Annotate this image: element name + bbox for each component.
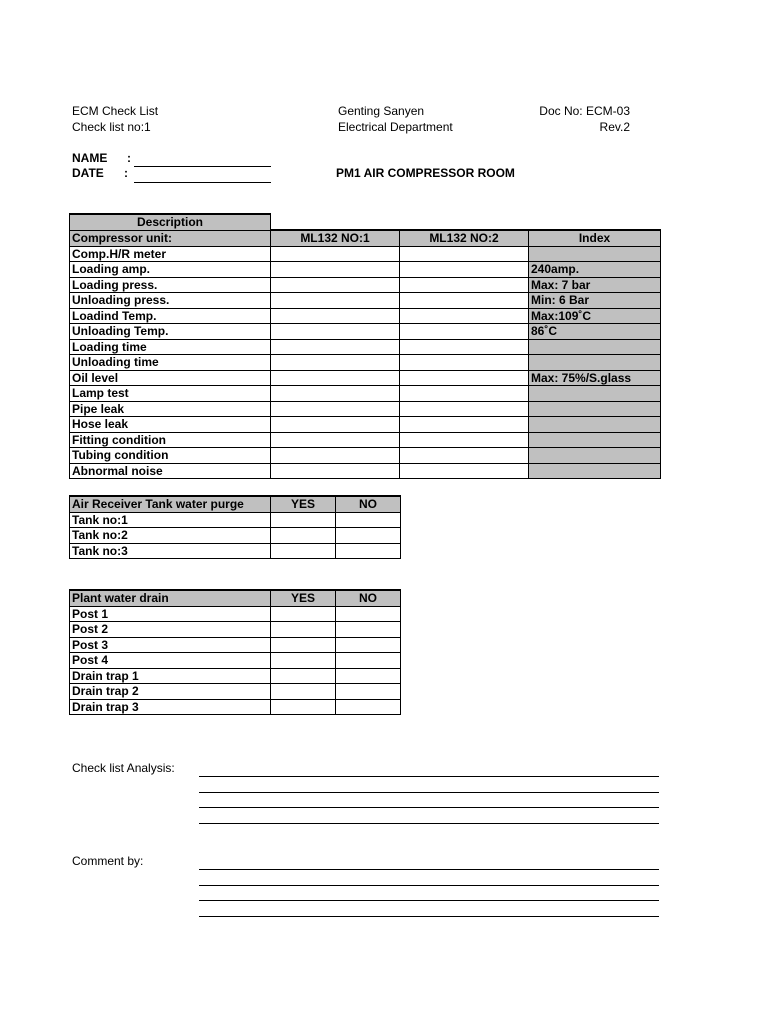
ml132-no2-cell[interactable] xyxy=(400,463,529,479)
date-field[interactable] xyxy=(134,182,271,183)
ml132-no2-cell[interactable] xyxy=(400,432,529,448)
drain-no-cell[interactable] xyxy=(336,684,401,700)
tank-yes-cell[interactable] xyxy=(271,528,336,544)
drain-no-cell[interactable] xyxy=(336,637,401,653)
drain-row xyxy=(70,637,401,653)
tank-item-label: Tank no:3 xyxy=(70,543,271,559)
compressor-item-label: Fitting condition xyxy=(70,432,271,448)
index-cell xyxy=(529,339,661,355)
ml132-no1-cell[interactable] xyxy=(271,324,400,340)
ml132-no1-cell[interactable] xyxy=(271,417,400,433)
ml132-no1-cell[interactable] xyxy=(271,293,400,309)
name-field[interactable] xyxy=(134,166,271,167)
drain-yes-cell[interactable] xyxy=(271,684,336,700)
compressor-row xyxy=(70,370,661,386)
compressor-row xyxy=(70,246,661,262)
ml132-no2-cell[interactable] xyxy=(400,308,529,324)
compressor-item-label: Comp.H/R meter xyxy=(70,246,271,262)
compressor-row xyxy=(70,386,661,402)
analysis-label: Check list Analysis: xyxy=(72,761,175,775)
tank-row xyxy=(70,512,401,528)
comment-line-3[interactable] xyxy=(199,900,659,901)
tank-item-label: Tank no:1 xyxy=(70,512,271,528)
col-drain-no: NO xyxy=(336,590,401,606)
analysis-line-3[interactable] xyxy=(199,807,659,808)
drain-item-label: Post 4 xyxy=(70,653,271,669)
compressor-row xyxy=(70,401,661,417)
compressor-row xyxy=(70,448,661,464)
tank-no-cell[interactable] xyxy=(336,512,401,528)
description-header: Description xyxy=(70,214,271,230)
comment-line-1[interactable] xyxy=(199,869,659,870)
ml132-no2-cell[interactable] xyxy=(400,293,529,309)
drain-row xyxy=(70,622,401,638)
date-colon: : xyxy=(124,166,128,180)
compressor-item-label: Loadind Temp. xyxy=(70,308,271,324)
ml132-no2-cell[interactable] xyxy=(400,246,529,262)
index-cell: Max: 7 bar xyxy=(529,277,661,293)
compressor-item-label: Oil level xyxy=(70,370,271,386)
col-index: Index xyxy=(529,230,661,246)
ml132-no1-cell[interactable] xyxy=(271,308,400,324)
ml132-no1-cell[interactable] xyxy=(271,370,400,386)
compressor-item-label: Tubing condition xyxy=(70,448,271,464)
plant-drain-table xyxy=(69,589,401,715)
col-tank-purge: Air Receiver Tank water purge xyxy=(70,496,271,512)
index-cell xyxy=(529,401,661,417)
compressor-row xyxy=(70,339,661,355)
drain-yes-cell[interactable] xyxy=(271,622,336,638)
drain-no-cell[interactable] xyxy=(336,653,401,669)
compressor-row xyxy=(70,308,661,324)
tank-purge-table xyxy=(69,495,401,559)
tank-yes-cell[interactable] xyxy=(271,512,336,528)
ml132-no1-cell[interactable] xyxy=(271,386,400,402)
index-cell xyxy=(529,448,661,464)
comment-line-2[interactable] xyxy=(199,885,659,886)
drain-row xyxy=(70,699,401,715)
compressor-row xyxy=(70,277,661,293)
ml132-no2-cell[interactable] xyxy=(400,417,529,433)
revision: Rev.2 xyxy=(599,120,630,134)
drain-no-cell[interactable] xyxy=(336,699,401,715)
compressor-item-label: Pipe leak xyxy=(70,401,271,417)
drain-item-label: Post 1 xyxy=(70,606,271,622)
date-label: DATE xyxy=(72,166,104,180)
index-cell xyxy=(529,432,661,448)
compressor-row xyxy=(70,355,661,371)
drain-yes-cell[interactable] xyxy=(271,606,336,622)
compressor-item-label: Loading press. xyxy=(70,277,271,293)
company-name: Genting Sanyen xyxy=(338,104,425,118)
department-name: Electrical Department xyxy=(338,120,453,134)
compressor-row xyxy=(70,324,661,340)
ml132-no1-cell[interactable] xyxy=(271,355,400,371)
index-cell xyxy=(529,355,661,371)
col-ml132-no2: ML132 NO:2 xyxy=(400,230,529,246)
analysis-line-2[interactable] xyxy=(199,792,659,793)
ml132-no2-cell[interactable] xyxy=(400,277,529,293)
index-cell: 86˚C xyxy=(529,324,661,340)
ml132-no1-cell[interactable] xyxy=(271,262,400,278)
compressor-table xyxy=(69,213,661,479)
drain-no-cell[interactable] xyxy=(336,622,401,638)
col-drain-yes: YES xyxy=(271,590,336,606)
name-label: NAME xyxy=(72,151,108,165)
drain-row xyxy=(70,684,401,700)
col-compressor-unit: Compressor unit: xyxy=(70,230,271,246)
compressor-item-label: Loading amp. xyxy=(70,262,271,278)
tank-row xyxy=(70,543,401,559)
col-ml132-no1: ML132 NO:1 xyxy=(271,230,400,246)
col-tank-yes: YES xyxy=(271,496,336,512)
compressor-item-label: Unloading press. xyxy=(70,293,271,309)
drain-no-cell[interactable] xyxy=(336,606,401,622)
drain-item-label: Post 3 xyxy=(70,637,271,653)
ml132-no2-cell[interactable] xyxy=(400,339,529,355)
compressor-row xyxy=(70,293,661,309)
ml132-no1-cell[interactable] xyxy=(271,432,400,448)
ml132-no1-cell[interactable] xyxy=(271,401,400,417)
compressor-row xyxy=(70,262,661,278)
drain-no-cell[interactable] xyxy=(336,668,401,684)
compressor-item-label: Abnormal noise xyxy=(70,463,271,479)
index-cell xyxy=(529,463,661,479)
col-tank-no: NO xyxy=(336,496,401,512)
checklist-number: Check list no:1 xyxy=(72,120,151,134)
ml132-no2-cell[interactable] xyxy=(400,370,529,386)
room-title: PM1 AIR COMPRESSOR ROOM xyxy=(336,166,515,180)
index-cell xyxy=(529,386,661,402)
compressor-row xyxy=(70,463,661,479)
compressor-item-label: Hose leak xyxy=(70,417,271,433)
compressor-row xyxy=(70,417,661,433)
col-plant-drain: Plant water drain xyxy=(70,590,271,606)
ml132-no1-cell[interactable] xyxy=(271,463,400,479)
ml132-no1-cell[interactable] xyxy=(271,448,400,464)
index-cell: 240amp. xyxy=(529,262,661,278)
ml132-no2-cell[interactable] xyxy=(400,324,529,340)
ml132-no2-cell[interactable] xyxy=(400,448,529,464)
drain-row xyxy=(70,668,401,684)
index-cell xyxy=(529,417,661,433)
ml132-no2-cell[interactable] xyxy=(400,355,529,371)
analysis-line-1[interactable] xyxy=(199,776,659,777)
tank-item-label: Tank no:2 xyxy=(70,528,271,544)
analysis-line-4[interactable] xyxy=(199,823,659,824)
index-cell: Min: 6 Bar xyxy=(529,293,661,309)
index-cell xyxy=(529,246,661,262)
compressor-item-label: Unloading Temp. xyxy=(70,324,271,340)
index-cell: Max: 75%/S.glass xyxy=(529,370,661,386)
drain-row xyxy=(70,606,401,622)
tank-no-cell[interactable] xyxy=(336,528,401,544)
index-cell: Max:109˚C xyxy=(529,308,661,324)
ml132-no1-cell[interactable] xyxy=(271,339,400,355)
compressor-row xyxy=(70,432,661,448)
compressor-item-label: Lamp test xyxy=(70,386,271,402)
drain-yes-cell[interactable] xyxy=(271,699,336,715)
drain-yes-cell[interactable] xyxy=(271,637,336,653)
doc-name: ECM Check List xyxy=(72,104,159,118)
doc-number: Doc No: ECM-03 xyxy=(539,104,630,118)
ml132-no1-cell[interactable] xyxy=(271,277,400,293)
drain-item-label: Drain trap 2 xyxy=(70,684,271,700)
tank-no-cell[interactable] xyxy=(336,543,401,559)
drain-item-label: Drain trap 3 xyxy=(70,699,271,715)
comment-label: Comment by: xyxy=(72,854,144,868)
drain-row xyxy=(70,653,401,669)
compressor-item-label: Loading time xyxy=(70,339,271,355)
drain-yes-cell[interactable] xyxy=(271,653,336,669)
comment-line-4[interactable] xyxy=(199,916,659,917)
tank-yes-cell[interactable] xyxy=(271,543,336,559)
tank-row xyxy=(70,528,401,544)
ml132-no2-cell[interactable] xyxy=(400,262,529,278)
drain-yes-cell[interactable] xyxy=(271,668,336,684)
drain-item-label: Post 2 xyxy=(70,622,271,638)
drain-item-label: Drain trap 1 xyxy=(70,668,271,684)
ml132-no1-cell[interactable] xyxy=(271,246,400,262)
compressor-item-label: Unloading time xyxy=(70,355,271,371)
ml132-no2-cell[interactable] xyxy=(400,401,529,417)
name-colon: : xyxy=(127,151,131,165)
ml132-no2-cell[interactable] xyxy=(400,386,529,402)
